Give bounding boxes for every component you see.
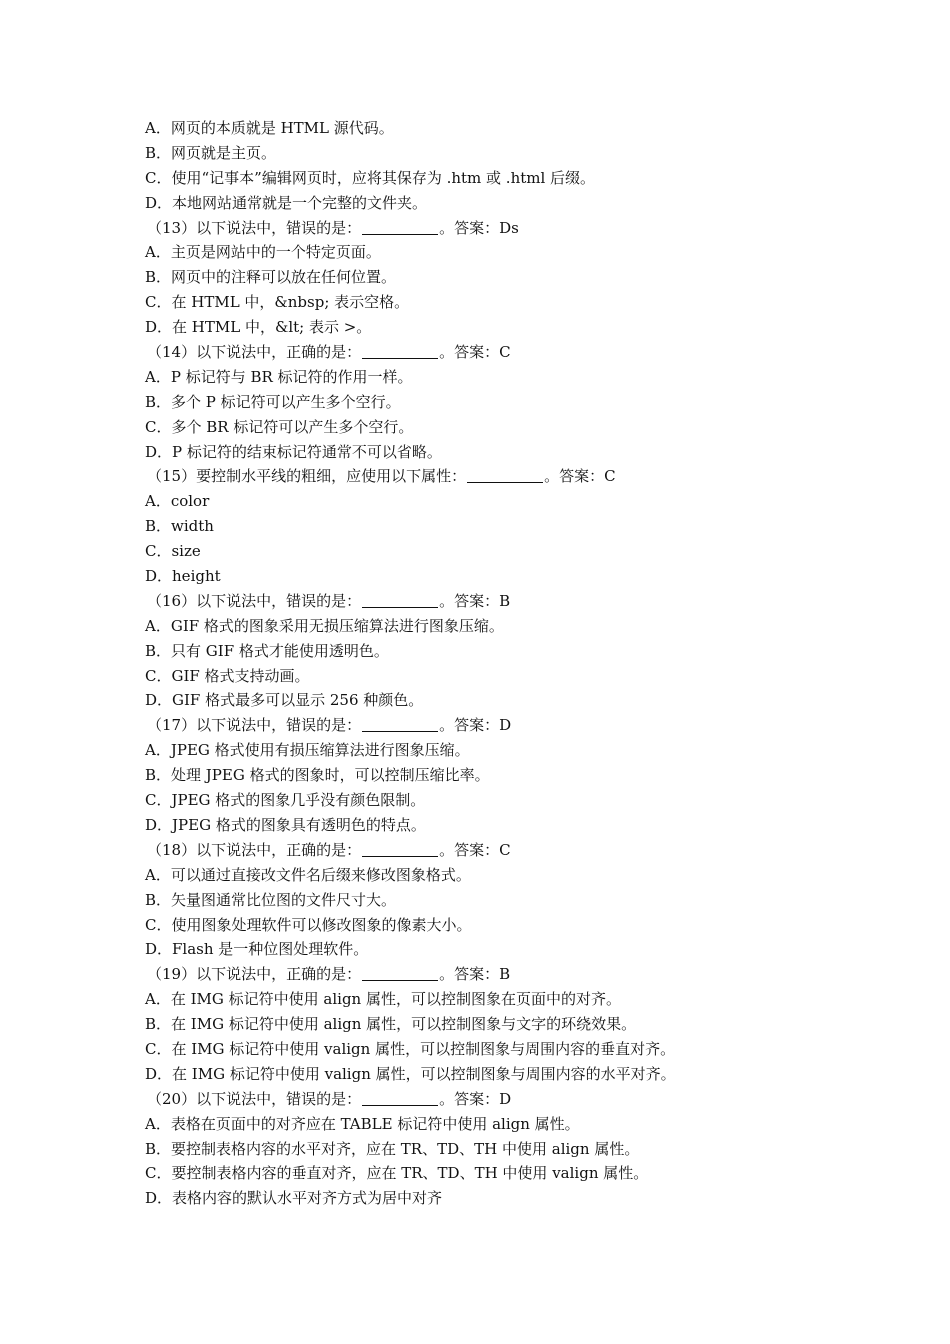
question-stem: （14）以下说法中，正确的是： — [147, 343, 362, 362]
question-stem: （13）以下说法中，错误的是： — [147, 218, 362, 237]
answer-key: 。答案：C — [439, 343, 511, 362]
option-line: D．Flash 是一种位图处理软件。 — [145, 940, 369, 959]
answer-key: 。答案：C — [544, 467, 616, 486]
question-stem: （16）以下说法中，错误的是： — [147, 591, 362, 610]
option-line: A．主页是网站中的一个特定页面。 — [145, 243, 381, 262]
option-line: C．使用图象处理软件可以修改图象的像素大小。 — [145, 915, 472, 934]
answer-key: 。答案：B — [439, 965, 511, 984]
option-line: A．在 IMG 标记符中使用 align 属性，可以控制图象在页面中的对齐。 — [145, 990, 621, 1009]
answer-blank — [362, 344, 438, 359]
option-line: A．网页的本质就是 HTML 源代码。 — [145, 119, 394, 137]
answer-blank — [362, 717, 438, 732]
option-line: B．只有 GIF 格式才能使用透明色。 — [145, 641, 389, 660]
option-line: B．网页就是主页。 — [145, 143, 277, 162]
answer-key: 。答案：Ds — [439, 218, 519, 237]
option-line: D．在 IMG 标记符中使用 valign 属性，可以控制图象与周围内容的水平对齐。 — [145, 1064, 676, 1083]
question-stem: （20）以下说法中，错误的是： — [147, 1089, 362, 1108]
option-line: B．多个 P 标记符可以产生多个空行。 — [145, 392, 401, 411]
option-line: C．在 HTML 中，&nbsp; 表示空格。 — [145, 293, 410, 312]
question-line — [145, 464, 865, 489]
option-line: D．表格内容的默认水平对齐方式为居中对齐 — [145, 1189, 443, 1208]
option-line: A．GIF 格式的图象采用无损压缩算法进行图象压缩。 — [145, 616, 504, 635]
answer-key: 。答案：C — [439, 840, 511, 859]
question-line — [145, 713, 865, 738]
question-line — [145, 216, 865, 241]
option-line: C．size — [145, 542, 201, 561]
question-stem: （15）要控制水平线的粗细，应使用以下属性： — [147, 467, 467, 486]
option-line: D．GIF 格式最多可以显示 256 种颜色。 — [145, 691, 424, 710]
answer-blank — [467, 468, 543, 483]
option-line: A．color — [145, 492, 210, 511]
answer-blank — [362, 1091, 438, 1106]
question-stem: （18）以下说法中，正确的是： — [147, 840, 362, 859]
option-line: D．本地网站通常就是一个完整的文件夹。 — [145, 193, 428, 212]
option-line: B．矢量图通常比位图的文件尺寸大。 — [145, 890, 397, 909]
question-line — [145, 589, 865, 614]
option-line: B．要控制表格内容的水平对齐，应在 TR、TD、TH 中使用 align 属性。 — [145, 1139, 640, 1158]
option-line: C．JPEG 格式的图象几乎没有颜色限制。 — [145, 791, 426, 810]
answer-blank — [362, 593, 438, 608]
option-line: D．JPEG 格式的图象具有透明色的特点。 — [145, 815, 426, 834]
option-line: C．GIF 格式支持动画。 — [145, 666, 310, 685]
question-line — [145, 838, 865, 863]
question-stem: （17）以下说法中，错误的是： — [147, 716, 362, 735]
option-line: D．P 标记符的结束标记符通常不可以省略。 — [145, 442, 442, 461]
option-line: B．处理 JPEG 格式的图象时，可以控制压缩比率。 — [145, 766, 490, 785]
option-line: C．在 IMG 标记符中使用 valign 属性，可以控制图象与周围内容的垂直对齐。 — [145, 1039, 676, 1058]
option-line: D．height — [145, 567, 221, 586]
option-line: C．要控制表格内容的垂直对齐，应在 TR、TD、TH 中使用 valign 属性。 — [145, 1164, 649, 1183]
answer-key: 。答案：D — [439, 1089, 512, 1108]
option-line: B．网页中的注释可以放在任何位置。 — [145, 268, 397, 287]
option-line: A．JPEG 格式使用有损压缩算法进行图象压缩。 — [145, 741, 470, 760]
answer-blank — [362, 220, 438, 235]
question-stem: （19）以下说法中，正确的是： — [147, 965, 362, 984]
question-line — [145, 340, 865, 365]
option-line: C．多个 BR 标记符可以产生多个空行。 — [145, 417, 414, 436]
question-line — [145, 1087, 865, 1112]
option-line: C．使用“记事本”编辑网页时，应将其保存为 .htm 或 .html 后缀。 — [145, 168, 596, 187]
answer-blank — [362, 966, 438, 981]
option-line: B．width — [145, 517, 214, 536]
option-line: A．可以通过直接改文件名后缀来修改图象格式。 — [145, 865, 471, 884]
question-line — [145, 962, 865, 987]
option-line: D．在 HTML 中，&lt; 表示 >。 — [145, 318, 372, 337]
answer-blank — [362, 842, 438, 857]
option-line: A．表格在页面中的对齐应在 TABLE 标记符中使用 align 属性。 — [145, 1114, 580, 1133]
answer-key: 。答案：B — [439, 591, 511, 610]
option-line: A．P 标记符与 BR 标记符的作用一样。 — [145, 367, 413, 386]
quiz-text-body — [145, 116, 865, 1211]
option-line: B．在 IMG 标记符中使用 align 属性，可以控制图象与文字的环绕效果。 — [145, 1015, 637, 1034]
answer-key: 。答案：D — [439, 716, 512, 735]
